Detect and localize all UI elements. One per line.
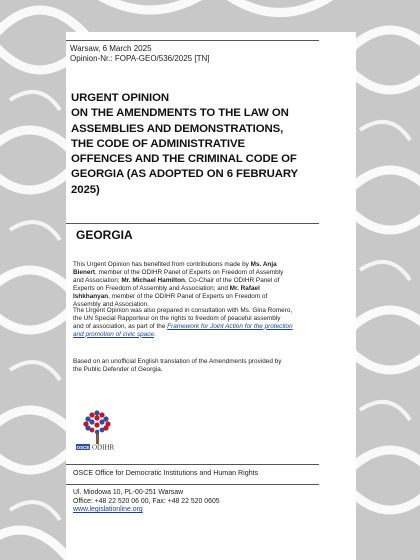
document-title: [71, 91, 331, 198]
contributor-name: Mr. Michael Hamilton: [121, 276, 185, 284]
opinion-number: Opinion-Nr.: FOPA-GEO/536/2025 [TN]: [70, 54, 210, 63]
title-line: 2025): [71, 183, 100, 196]
document-date: Warsaw, 6 March 2025: [70, 44, 152, 53]
website-link[interactable]: www.legislationline.org: [73, 506, 143, 514]
consultation-paragraph: The Urgent Opinion was also prepared in consultation with Ms. Gina Romero, the UN Special Rapporteur on the rights to freedom of peaceful assembly and of association, as part of the Framework for Joint Action for the protection and promotion of civic space.: [73, 307, 293, 338]
translation-note: Based on an unofficial English translation of the Amendments provided by the Public Defender of Georgia.: [73, 358, 282, 373]
address-divider: [66, 484, 319, 485]
title-line: ON THE AMENDMENTS TO THE LAW ON: [71, 107, 289, 120]
framework-link-continued[interactable]: and promotion of civic space: [73, 330, 154, 338]
document-metadata: [70, 44, 209, 64]
phone-fax: Office: +48 22 520 06 00, Fax: +48 22 520 0605: [73, 497, 220, 505]
title-line: THE CODE OF ADMINISTRATIVE: [71, 137, 245, 150]
odihr-label: ODIHR: [92, 443, 115, 452]
country-heading: GEORGIA: [76, 228, 133, 242]
office-address: [73, 489, 220, 515]
title-line: GEORGIA (AS ADOPTED ON 6 FEBRUARY: [71, 168, 299, 181]
country-divider: [66, 223, 319, 224]
contributor-name: Mr. Rafael: [229, 284, 260, 292]
contributors-paragraph: This Urgent Opinion has benefited from contributions made by Ms. Anja Bienert, member of the ODIHR Panel of Experts on Freedom of Assembly and Association; Mr. Michael Hamilton, Co-Chair of the ODIHR Panel of Experts on Freedom of Assembly and Association; and Mr. Rafael Ishkhanyan, member of the ODIHR Panel of Experts on Freedom of Assembly and Association.: [73, 261, 284, 308]
office-name: OSCE Office for Democratic Institutions and Human Rights: [73, 469, 259, 477]
osce-label: OSCE: [76, 445, 90, 450]
contributor-name: Ms. Anja: [250, 261, 277, 268]
top-divider: [66, 40, 319, 41]
tree-logo-icon: [83, 410, 110, 444]
contributor-name: Ishkhanyan: [73, 292, 109, 300]
title-line: OFFENCES AND THE CRIMINAL CODE OF: [71, 153, 297, 166]
footer-divider: [66, 464, 319, 465]
title-line: ASSEMBLIES AND DEMONSTRATIONS,: [71, 122, 284, 135]
osce-odihr-logo: [73, 404, 135, 454]
title-line: URGENT OPINION: [71, 92, 169, 104]
contributor-name: Bienert: [73, 268, 96, 276]
street-address: Ul. Miodowa 10, PL-00-251 Warsaw: [73, 489, 184, 496]
framework-link[interactable]: Framework for Joint Action for the protection: [167, 322, 293, 330]
